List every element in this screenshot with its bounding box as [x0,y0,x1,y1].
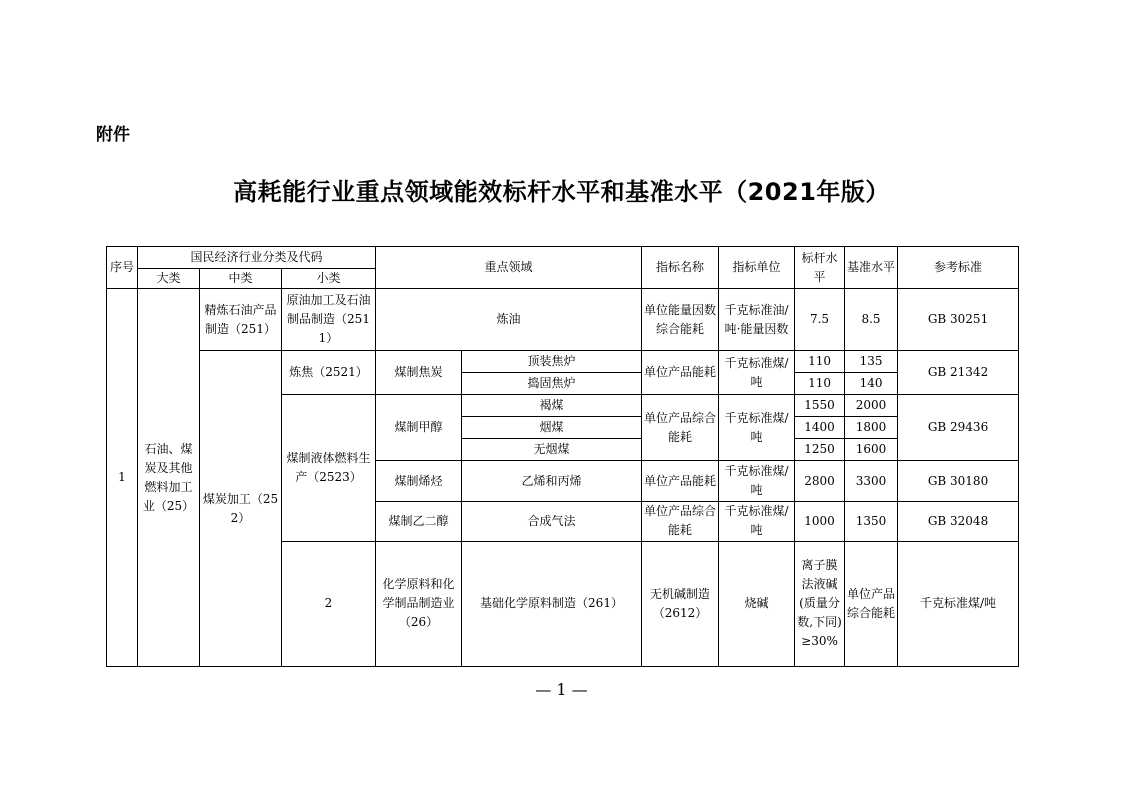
coking-benchmark-1: 110 [795,351,845,373]
header-indicator-unit: 指标单位 [719,247,795,289]
methanol-benchmark-1: 1550 [795,395,845,417]
glycol-standard: GB 32048 [898,501,1019,541]
header-baseline: 基准水平 [845,247,898,289]
coking-benchmark-2: 110 [795,373,845,395]
header-indicator-name: 指标名称 [642,247,719,289]
methanol-sub-2: 烟煤 [462,417,642,439]
methanol-benchmark-3: 1250 [795,439,845,461]
header-row-1 [107,247,1019,269]
group2-unit: 千克标准煤/吨 [898,541,1019,666]
refining-minor: 原油加工及石油制品制造（2511） [282,289,376,351]
coking-standard: GB 21342 [898,351,1019,395]
page-number: — 1 — [535,680,588,699]
coking-area: 煤制焦炭 [376,351,462,395]
group1-seq: 1 [107,289,138,667]
group2-indicator: 单位产品综合能耗 [845,541,898,666]
coking-baseline-2: 140 [845,373,898,395]
olefins-area: 煤制烯烃 [376,461,462,501]
group2-area: 烧碱 [719,541,795,666]
header-middle: 中类 [200,269,282,289]
methanol-baseline-1: 2000 [845,395,898,417]
attachment-label: 附件 [96,125,130,145]
refining-unit: 千克标准油/吨·能量因数 [719,289,795,351]
header-industry-group: 国民经济行业分类及代码 [138,247,376,269]
refining-indicator: 单位能量因数综合能耗 [642,289,719,351]
refining-benchmark: 7.5 [795,289,845,351]
header-key-area: 重点领域 [376,247,642,289]
header-seq: 序号 [107,247,138,289]
glycol-baseline: 1350 [845,501,898,541]
refining-baseline: 8.5 [845,289,898,351]
olefins-baseline: 3300 [845,461,898,501]
header-minor: 小类 [282,269,376,289]
glycol-unit: 千克标准煤/吨 [719,501,795,541]
glycol-sub: 合成气法 [462,501,642,541]
olefins-standard: GB 30180 [898,461,1019,501]
methanol-baseline-3: 1600 [845,439,898,461]
methanol-standard: GB 29436 [898,395,1019,461]
methanol-sub-3: 无烟煤 [462,439,642,461]
group2-minor: 无机碱制造（2612） [642,541,719,666]
header-major: 大类 [138,269,200,289]
methanol-indicator: 单位产品综合能耗 [642,395,719,461]
refining-middle: 精炼石油产品制造（251） [200,289,282,351]
glycol-area: 煤制乙二醇 [376,501,462,541]
group1-major: 石油、煤炭及其他燃料加工业（25） [138,289,200,667]
methanol-benchmark-2: 1400 [795,417,845,439]
group2-major: 化学原料和化学制品制造业（26） [376,541,462,666]
olefins-unit: 千克标准煤/吨 [719,461,795,501]
coking-sub-2: 捣固焦炉 [462,373,642,395]
coking-unit: 千克标准煤/吨 [719,351,795,395]
refining-standard: GB 30251 [898,289,1019,351]
olefins-sub: 乙烯和丙烯 [462,461,642,501]
header-benchmark: 标杆水平 [795,247,845,289]
glycol-benchmark: 1000 [795,501,845,541]
coking-baseline-1: 135 [845,351,898,373]
coking-sub-1: 顶装焦炉 [462,351,642,373]
liquid-fuel-minor: 煤制液体燃料生产（2523） [282,395,376,541]
group2-middle: 基础化学原料制造（261） [462,541,642,666]
methanol-sub-1: 褐煤 [462,395,642,417]
refining-area: 炼油 [376,289,642,351]
glycol-indicator: 单位产品综合能耗 [642,501,719,541]
methanol-unit: 千克标准煤/吨 [719,395,795,461]
olefins-indicator: 单位产品能耗 [642,461,719,501]
olefins-benchmark: 2800 [795,461,845,501]
coal-middle: 煤炭加工（252） [200,351,282,667]
methanol-area: 煤制甲醇 [376,395,462,461]
header-reference-standard: 参考标准 [898,247,1019,289]
table-row [107,351,1019,373]
methanol-baseline-2: 1800 [845,417,898,439]
energy-efficiency-table [106,246,1019,667]
group2-sub: 离子膜法液碱(质量分数,下同)≥30% [795,541,845,666]
document-title: 高耗能行业重点领域能效标杆水平和基准水平（2021年版） [233,178,890,206]
group2-seq: 2 [282,541,376,666]
coking-minor: 炼焦（2521） [282,351,376,395]
coking-indicator: 单位产品能耗 [642,351,719,395]
table-row [107,289,1019,351]
